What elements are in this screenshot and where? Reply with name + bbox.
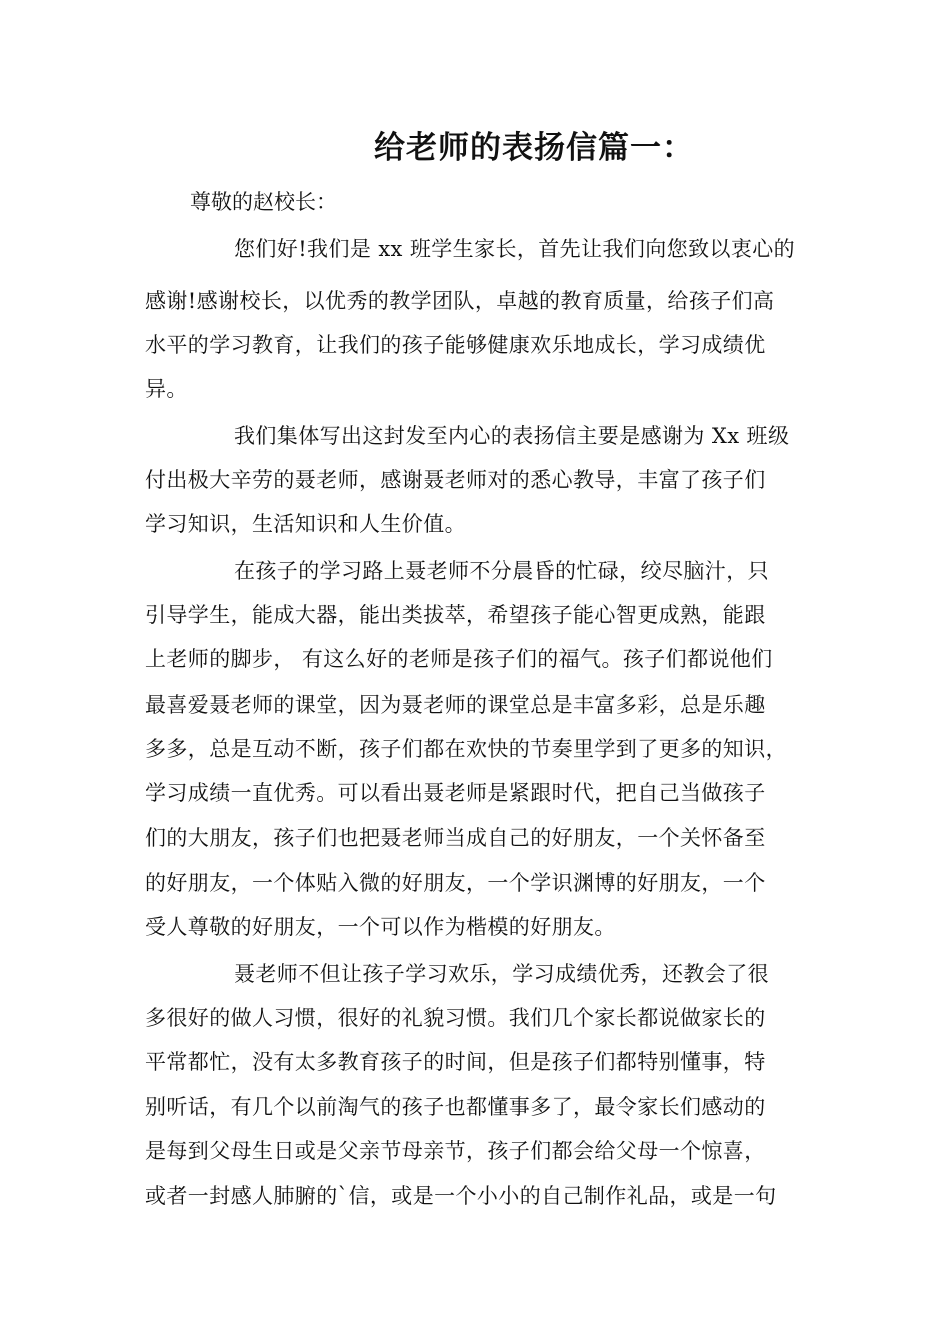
paragraph-line: 最喜爱聂老师的课堂，因为聂老师的课堂总是丰富多彩，总是乐趣 [145, 693, 766, 717]
paragraph-line: 水平的学习教育，让我们的孩子能够健康欢乐地成长，学习成绩优 [145, 333, 766, 357]
paragraph-line: 异。 [145, 377, 188, 401]
paragraph-line: 或者一封感人肺腑的`信，或是一个小小的自己制作礼品，或是一句 [145, 1184, 777, 1208]
paragraph-line: 受人尊敬的好朋友，一个可以作为楷模的好朋友。 [145, 915, 616, 939]
paragraph-line: 学习知识，生活知识和人生价值。 [145, 512, 466, 536]
paragraph-line: 是每到父母生日或是父亲节母亲节，孩子们都会给父母一个惊喜， [145, 1139, 766, 1163]
paragraph-line: 在孩子的学习路上聂老师不分晨昏的忙碌，绞尽脑汁，只 [234, 559, 769, 583]
paragraph-line: 上老师的脚步， 有这么好的老师是孩子们的福气。孩子们都说他们 [145, 647, 773, 671]
paragraph-line: 别听话，有几个以前淘气的孩子也都懂事多了，最令家长们感动的 [145, 1095, 766, 1119]
paragraph-line: 我们集体写出这封发至内心的表扬信主要是感谢为 Xx 班级 [234, 424, 790, 448]
paragraph-line: 学习成绩一直优秀。可以看出聂老师是紧跟时代，把自己当做孩子 [145, 781, 766, 805]
paragraph-line: 付出极大辛劳的聂老师，感谢聂老师对的悉心教导，丰富了孩子们 [145, 468, 766, 492]
document-title: 给老师的表扬信篇一： [374, 130, 694, 166]
paragraph-line: 您们好!我们是 xx 班学生家长，首先让我们向您致以衷心的 [234, 237, 796, 261]
paragraph-line: 多很好的做人习惯，很好的礼貌习惯。我们几个家长都说做家长的 [145, 1006, 766, 1030]
paragraph-line: 引导学生，能成大器，能出类拔萃，希望孩子能心智更成熟，能跟 [145, 603, 766, 627]
paragraph-line: 平常都忙，没有太多教育孩子的时间，但是孩子们都特别懂事，特 [145, 1050, 766, 1074]
paragraph-line: 的好朋友，一个体贴入微的好朋友，一个学识渊博的好朋友，一个 [145, 871, 766, 895]
paragraph-line: 们的大朋友，孩子们也把聂老师当成自己的好朋友，一个关怀备至 [145, 826, 766, 850]
paragraph-line: 多多，总是互动不断，孩子们都在欢快的节奏里学到了更多的知识， [145, 737, 787, 761]
paragraph-line: 聂老师不但让孩子学习欢乐，学习成绩优秀，还教会了很 [234, 962, 769, 986]
paragraph-line: 感谢!感谢校长，以优秀的教学团队，卓越的教育质量，给孩子们高 [145, 289, 775, 313]
salutation: 尊敬的赵校长： [190, 190, 337, 214]
